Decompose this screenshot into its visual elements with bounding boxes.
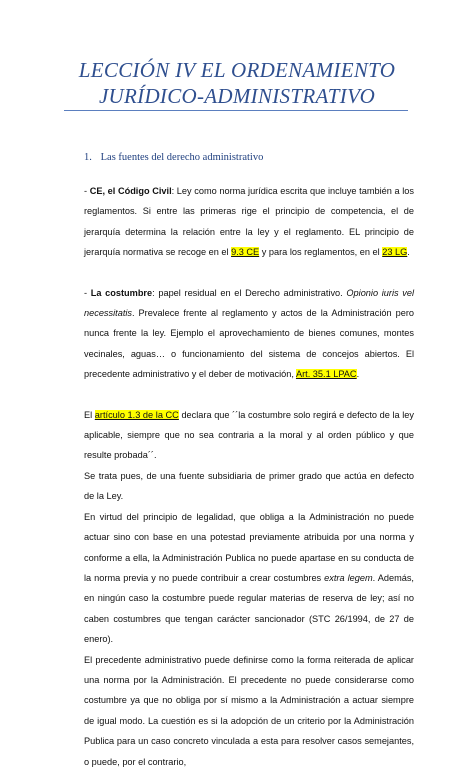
paragraph-fuente-subsidiaria: Se trata pues, de una fuente subsidiaria de primer grado que actúa en defecto de la Ley. xyxy=(84,470,414,502)
paragraph-text: El xyxy=(84,409,95,420)
spacer xyxy=(84,263,414,283)
bullet-marker: - xyxy=(84,186,88,196)
term-label: La costumbre xyxy=(90,287,153,298)
bullet-marker: - xyxy=(84,287,88,298)
list-item-codigo-civil xyxy=(74,181,414,263)
legal-reference[interactable]: 9.3 CE xyxy=(231,247,260,258)
paragraph-precedente: El precedente administrativo puede definirse como la forma reiterada de aplicar una norma por la Administración. El precedente no puede considerarse como costumbre ya que no obliga por sí mismo a la Administración a actuar siempre de igual modo. La cuestión es si la adopción de un criterio por la Administración Publica para un caso concreto vinculada a esta para resolver casos semejantes, o puede, por el contrario, xyxy=(84,654,414,767)
legal-reference[interactable]: artículo 1.3 de la CC xyxy=(94,409,179,420)
paragraph-articulo xyxy=(84,405,414,466)
paragraph-text: . Prevalece frente al reglamento y actos de la Administración pero nunca frente la ley. Ejemplo el aprovechamiento de bienes comunes, montes vecinales, aguas… o funcionamiento del sistema de concejos abiertos. El precedente administrativo y el deber de motivación, xyxy=(84,308,414,380)
spacer xyxy=(84,385,414,405)
latin-phrase: Opionio iuris vel necessitatis xyxy=(84,287,414,319)
paragraph-text: y para los reglamentos, en el xyxy=(259,247,383,258)
paragraph-text: . Además, en ningún caso la costumbre puede regular materias de reserva de ley; así no caben costumbres que tengan carácter sancionador (STC 26/1994, de 27 de enero). xyxy=(84,572,414,645)
list-item-costumbre xyxy=(74,283,414,385)
paragraph-text: . xyxy=(407,247,410,258)
section-title: Las fuentes del derecho administrativo xyxy=(100,152,264,163)
paragraph-text: declara que ´´la costumbre solo regirá e defecto de la ley aplicable, siempre que no sea contraria a la moral y al orden público y que resulte probada´´. xyxy=(84,409,414,461)
section-number: 1. xyxy=(84,152,92,163)
title-divider xyxy=(64,110,408,111)
paragraph-legalidad xyxy=(84,507,414,650)
legal-reference[interactable]: Art. 35.1 LPAC xyxy=(295,369,357,380)
term-label: CE, el Código Civil xyxy=(89,186,172,196)
section-heading xyxy=(84,152,263,163)
paragraph-text: . xyxy=(356,369,360,380)
title-line-2: JURÍDICO-ADMINISTRATIVO xyxy=(98,84,376,108)
paragraph-text: : papel residual en el Derecho administrativo. xyxy=(152,287,347,298)
paragraph-text: En virtud del principio de legalidad, que obliga a la Administración no puede actuar sino con base en una potestad previamente atribuida por una norma y conforme a ella, la Administración Publica no puede apartase en su conducta de la norma previa y no puede contribuir a crear costumbres xyxy=(84,511,414,583)
legal-reference[interactable]: 23 LG xyxy=(382,247,408,258)
latin-phrase: extra legem xyxy=(324,572,373,583)
document-body xyxy=(84,181,414,772)
document-title xyxy=(0,57,474,109)
paragraph-text: : Ley como norma jurídica escrita que incluye también a los reglamentos. Si entre las primeras rige el principio de competencia, el de jerarquía determina la relación entre la ley y el reglamento. EL principio de jerarquía normativa se recoge en el xyxy=(84,186,414,258)
title-line-1: LECCIÓN IV EL ORDENAMIENTO xyxy=(78,58,396,82)
